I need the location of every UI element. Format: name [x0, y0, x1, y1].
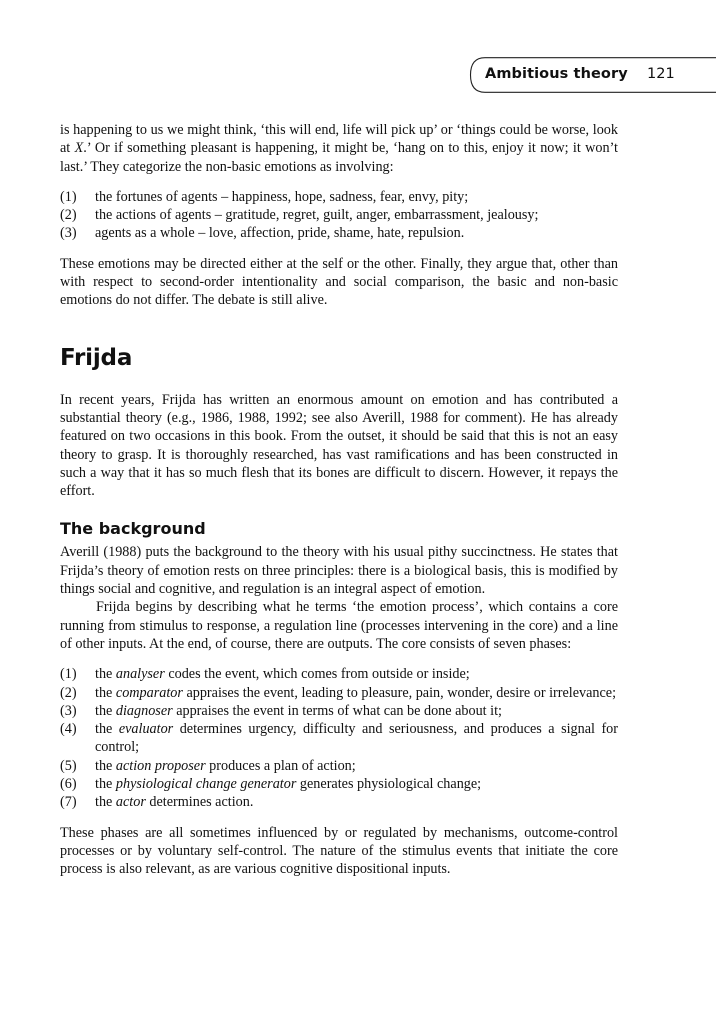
background-paragraph-1: Averill (1988) puts the background to the theory with his usual pithy succinctness. He states that Frijda’s theory of emotion rests on three principles: there is a biological basis, this is modified by things social and cognitive, and regulation is an integral aspect of emotion.: [60, 544, 618, 598]
section-heading-frijda: Frijda: [60, 344, 133, 371]
intro-paragraph-2: These emotions may be directed either at the self or the other. Finally, they argue that, other than with respect to second-order intentionality and social comparison, the basic and non-basic emotions do not differ. The debate is still alive.: [60, 255, 618, 309]
background-paragraph-3: These phases are all sometimes influenced by or regulated by mechanisms, outcome-control processes or by voluntary self-control. The nature of the stimulus events that initiate the core process is also relevant, as are various cognitive dispositional inputs.: [60, 824, 618, 878]
intro-paragraph-1: is happening to us we might think, ‘this will end, life will pick up’ or ‘things could be worse, look at X.’ Or if something pleasant is happening, it might be, ‘hang on to this, enjoy it now; it won’t last.’ They categorize the non-basic emotions as involving:: [60, 122, 619, 175]
list-item: (7) the actor determines action.: [60, 794, 254, 811]
subsection-heading-background: The background: [60, 519, 206, 539]
list-item: (6) the physiological change generator generates physiological change;: [60, 776, 482, 793]
list-item: (2) the comparator appraises the event, leading to pleasure, pain, wonder, desire or irrelevance;: [60, 684, 617, 701]
list-item: (3) agents as a whole – love, affection, pride, shame, hate, repulsion.: [60, 225, 465, 242]
frijda-paragraph: In recent years, Frijda has written an enormous amount on emotion and has contributed a substantial theory (e.g., 1986, 1988, 1992; see also Averill, 1988 for comment). He has already featured on two occasions in this book. From the outset, it should be said that this is not an easy theory to grasp. It is thoroughly researched, has vast ramifications and has been constructed in such a way that it has so much flesh that its bones are difficult to discern. However, it repays the effort.: [60, 391, 618, 500]
non-basic-emotions-list: [60, 188, 618, 243]
running-title: Ambitious theory: [485, 66, 628, 82]
background-paragraph-2: Frijda begins by describing what he terms ‘the emotion process’, which contains a core running from stimulus to response, a regulation line (processes intervening in the core) and a line of other inputs. At the end, of course, there are outputs. The core consists of seven phases:: [60, 599, 618, 652]
list-item: (1) the fortunes of agents – happiness, hope, sadness, fear, envy, pity;: [60, 188, 469, 205]
page-number: 121: [647, 66, 675, 82]
core-phases-list: [60, 665, 618, 811]
list-item: (5) the action proposer produces a plan of action;: [60, 757, 356, 774]
running-header: [469, 57, 716, 93]
list-item: (4) the evaluator determines urgency, difficulty and seriousness, and produces a signal for control;: [60, 721, 618, 756]
list-item: (1) the analyser codes the event, which comes from outside or inside;: [60, 666, 470, 683]
list-item: (2) the actions of agents – gratitude, regret, guilt, anger, embarrassment, jealousy;: [60, 207, 539, 224]
list-item: (3) the diagnoser appraises the event in terms of what can be done about it;: [60, 702, 503, 719]
main-text: [60, 121, 618, 879]
